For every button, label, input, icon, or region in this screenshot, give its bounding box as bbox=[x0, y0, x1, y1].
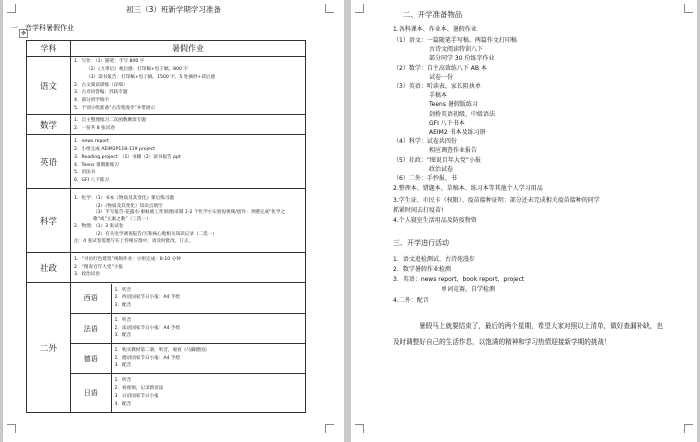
homework-line: （2）《物质及其变化》知识点填空 bbox=[93, 203, 163, 209]
right-page-content bbox=[351, 0, 697, 442]
subject-cell: 社政 bbox=[27, 253, 71, 283]
language-cell: 法语 bbox=[71, 314, 111, 344]
supply-item: AEIM2 书本及练习册 bbox=[429, 129, 486, 136]
homework-cell bbox=[71, 189, 306, 253]
list-item: 抓紧时间去打疫苗! bbox=[393, 207, 444, 214]
homework-line: 3．Reading project：（1）书籍（2）读书报告 ppt bbox=[74, 154, 181, 160]
supply-item: 相应调查作业报告 bbox=[429, 147, 478, 155]
second-foreign-cell bbox=[71, 283, 306, 413]
table-row bbox=[27, 253, 306, 283]
homework-line: 3．日语国家节日小报 bbox=[114, 393, 159, 399]
list-item: 4.个人寝室生活用品及防疫物资 bbox=[393, 217, 477, 224]
homework-cell bbox=[71, 115, 306, 135]
homework-line: （2）有关电学调查报告/天和核心舱相关知识记录（二选一） bbox=[93, 231, 217, 237]
homework-line: 2．“图说百年大党”小报 bbox=[74, 264, 124, 270]
closing-paragraph: 暑假马上就要结束了，最后的两个星期，希望大家对照以上清单，做好查漏补缺，也及时调整好自己的生活作息，以饱满的精神和学习热情迎接新学期的挑战！ bbox=[393, 322, 663, 346]
supply-item: GFI 八下书本 bbox=[429, 119, 465, 127]
homework-line: 4．配音 bbox=[114, 401, 132, 407]
table-move-handle-icon[interactable]: ✥ bbox=[20, 30, 27, 37]
homework-line: （2）《九零后》观后感：打印稿+电子稿，800 字 bbox=[86, 67, 188, 72]
table-row bbox=[27, 189, 306, 253]
second-foreign-table bbox=[71, 284, 305, 412]
supply-item: 试卷一份 bbox=[429, 73, 454, 81]
homework-line: 1．写作：（1）随笔：手写 800 字 bbox=[74, 59, 145, 65]
homework-line: 4．部分同学练字 bbox=[74, 98, 110, 104]
supply-item: （3）英语：听读表、家长阻执单 bbox=[393, 83, 481, 90]
supply-item: （1）语文：一篇随笔手写稿、两篇作文打印稿 bbox=[393, 37, 517, 44]
homework-line: 3．配音 bbox=[114, 303, 132, 309]
list-item: 1．语文追检测试、古诗苑漫步 bbox=[393, 256, 475, 263]
section-heading: 二、开学准备物品 bbox=[403, 10, 463, 19]
subject-cell: 数学 bbox=[27, 115, 71, 135]
homework-cell bbox=[71, 57, 306, 115]
homework-line: 3．配音 bbox=[114, 333, 132, 339]
subject-cell: 科学 bbox=[27, 189, 71, 253]
homework-line: 2．物理：（1）3 张试卷 bbox=[74, 223, 124, 229]
homework-cell bbox=[111, 344, 305, 374]
language-cell: 日语 bbox=[71, 374, 111, 412]
homework-line: 3．古诗词誊编：苏轼专题 bbox=[74, 90, 128, 96]
homework-line: （3）手写报告-花露水-驱蚊液工作原理/录制 1-2 个化学小实验短视频/创作：劝嫂完成“化学之歌”或“元素之歌”（三选一） bbox=[93, 210, 286, 222]
homework-line: 2．看视频，记录新语法 bbox=[114, 385, 164, 391]
table-header: 学科 bbox=[27, 41, 71, 57]
margin-mark bbox=[7, 424, 16, 433]
margin-mark bbox=[325, 424, 334, 433]
homework-table bbox=[26, 40, 306, 413]
language-row bbox=[71, 374, 305, 412]
subject-cell: 二外 bbox=[27, 283, 71, 413]
section-heading: 三、开学进行活动 bbox=[393, 239, 449, 247]
supply-item: 部分同学 30 份练字作业 bbox=[429, 55, 495, 63]
subject-cell: 英语 bbox=[27, 135, 71, 189]
homework-cell bbox=[111, 284, 305, 314]
language-row bbox=[71, 344, 305, 374]
homework-line: 2．小组完成 AEIM2P118-119 project bbox=[74, 146, 156, 152]
supply-item: 剑桥英语初级、中级语法 bbox=[429, 110, 496, 118]
list-item: 单词竞赛，自学检测 bbox=[441, 286, 496, 293]
homework-cell bbox=[71, 135, 306, 189]
subject-cell: 语文 bbox=[27, 57, 71, 115]
homework-cell bbox=[71, 253, 306, 283]
list-item: 1.各科课本、作业本、暑假作业 bbox=[393, 26, 477, 33]
language-cell: 西语 bbox=[83, 294, 98, 303]
homework-line: 1．“寻访红色建筑”视频作业：小组完成：8-10 分钟 bbox=[74, 256, 181, 262]
supply-item: Teens 暑假版练习 bbox=[429, 101, 478, 109]
table-row bbox=[27, 115, 306, 135]
homework-line: 1．听音 bbox=[114, 378, 132, 384]
homework-line: 2．法语国家节日小报：A4 手绘 bbox=[114, 325, 181, 331]
table-row bbox=[27, 283, 306, 413]
supply-item: （5）社政：“图说百年大党”小报 bbox=[393, 156, 482, 164]
homework-line: 1．化学：（1）书本《物质及其变化》课后练习题 bbox=[74, 195, 175, 201]
document-page-right bbox=[351, 0, 697, 442]
section-heading: 一、音学科暑假作业 bbox=[11, 24, 74, 32]
supply-item: 古诗文阅读特训八下 bbox=[429, 46, 484, 54]
table-row bbox=[27, 135, 306, 189]
homework-line: 5．语法书 bbox=[74, 170, 96, 176]
homework-line: 1．购买教材第二册，听音，观看《马脚德国》 bbox=[114, 347, 210, 353]
document-page-left bbox=[3, 0, 344, 442]
homework-line: 注：4 张试卷需要写在上传相应群中，请及时批改、订正。 bbox=[74, 239, 194, 245]
homework-line: 1．听音 bbox=[114, 287, 132, 293]
language-row bbox=[71, 314, 305, 344]
table-row bbox=[27, 57, 306, 115]
homework-line: 4．Teens 暑期新练习 bbox=[74, 162, 119, 168]
homework-line: 6．GFI 八下练习 bbox=[74, 178, 109, 184]
homework-line: 3．配音 bbox=[114, 363, 132, 369]
homework-line: 2．一份共 8 张试卷 bbox=[74, 125, 115, 131]
homework-cell bbox=[111, 374, 305, 412]
list-item: 3．英语：news report，book report，project bbox=[393, 276, 525, 283]
homework-line: 1．听音 bbox=[114, 317, 132, 323]
homework-line: 2．德语国家节日小报：A4 手绘 bbox=[114, 355, 181, 361]
homework-line: 5．个别小组准备“古诗苑漫步”并带展示 bbox=[74, 105, 156, 111]
homework-line: 2．西语国家节日小报：A4 手绘 bbox=[114, 295, 181, 301]
homework-line: 3．政治试卷 bbox=[74, 272, 100, 278]
list-item: 3.学生证、市民卡（权限）、疫苗接种证明：部分还未完成相关疫苗接种的同学 bbox=[393, 197, 600, 204]
supply-item: （4）科学：试卷共四份 bbox=[393, 138, 457, 146]
list-item: 2.整理本、错题本、草稿本、练习本等其他个人学习用品 bbox=[393, 185, 543, 192]
page-title: 初三（3）班新学期学习准备 bbox=[126, 5, 221, 14]
supply-item: （2）数学：自主高效练八下 AB 本 bbox=[393, 64, 487, 72]
language-cell: 德语 bbox=[71, 344, 111, 374]
homework-cell bbox=[111, 314, 305, 344]
supply-item: （6）二外：手抄报、书 bbox=[393, 175, 457, 182]
homework-line: 2．古文阅读训练（详细） bbox=[74, 82, 128, 88]
table-header: 暑假作业 bbox=[71, 41, 306, 57]
homework-line: 1．自主整理练习二次函数剩余专题 bbox=[74, 117, 146, 123]
language-row bbox=[71, 284, 305, 314]
list-item: 2．数学暑假作业检测 bbox=[393, 266, 451, 273]
supply-item: 政治试卷 bbox=[429, 165, 454, 173]
homework-line: 1．news report bbox=[74, 139, 109, 145]
list-item: 4.二外：配音 bbox=[393, 297, 429, 304]
supply-item: 手稿本 bbox=[429, 92, 448, 100]
homework-line: （3）读书报告：打印稿+电子稿，1500 字，5 处摘抄+读后感 bbox=[86, 74, 216, 80]
